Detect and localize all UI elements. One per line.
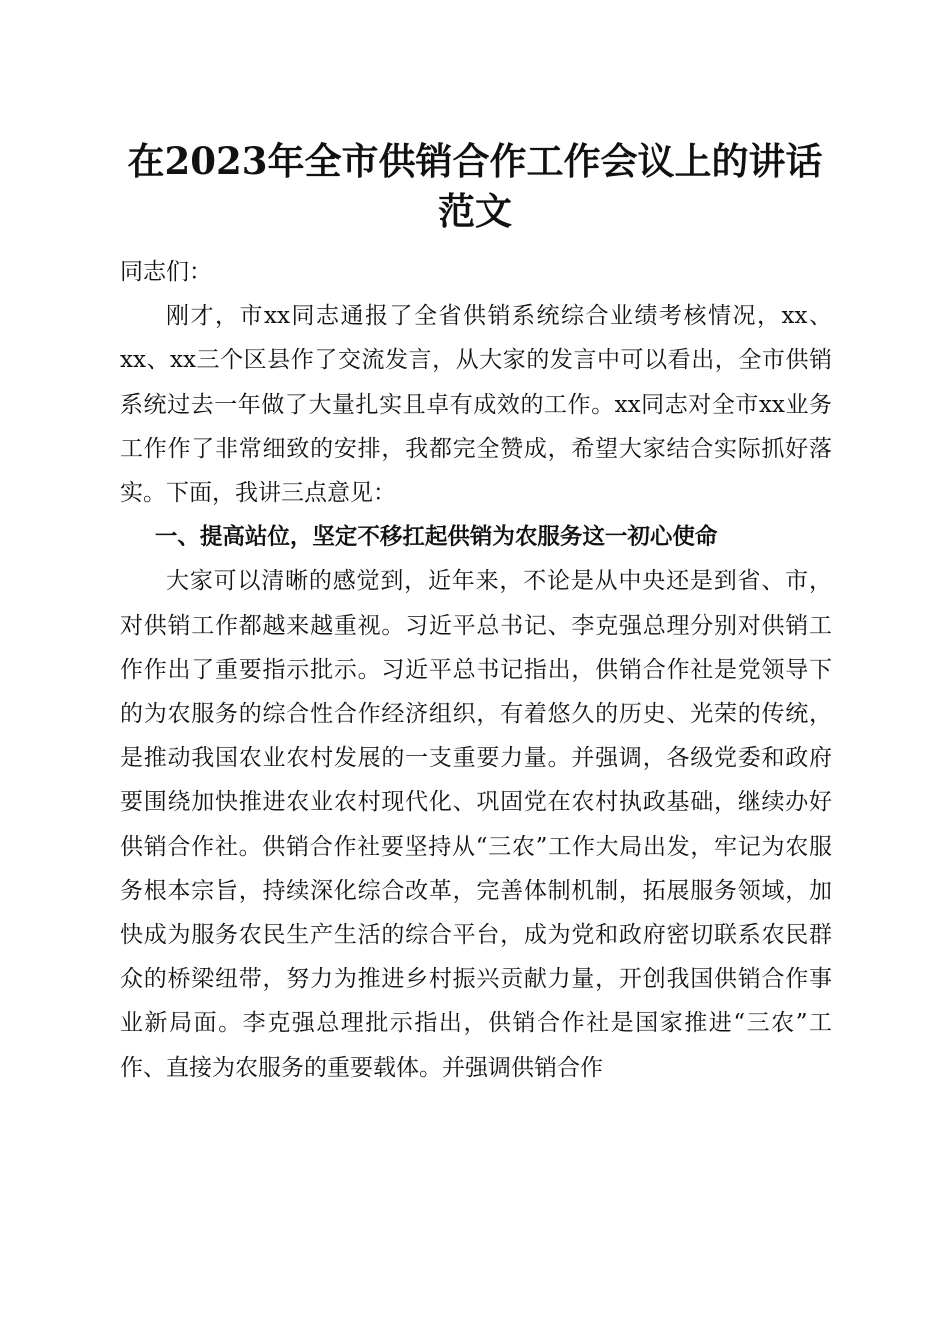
document-title: 在2023年全市供销合作工作会议上的讲话范文 xyxy=(127,139,823,233)
paragraph-section-1: 大家可以清晰的感觉到，近年来，不论是从中央还是到省、市，对供销工作都越来越重视。习近平总书记、李克强总理分别对供销工作作出了重要指示批示。习近平总书记指出，供销合作社是党领导下的为农服务的综合性合作经济组织，有着悠久的历史、光荣的传统，是推动我国农业农村发展的一支重要力量。并强调，各级党委和政府要围绕加快推进农业农村现代化、巩固党在农村执政基础，继续办好供销合作社。供销合作社要坚持从“三农”工作大局出发，牢记为农服务根本宗旨，持续深化综合改革，完善体制机制，拓展服务领域，加快成为服务农民生产生活的综合平台，成为党和政府密切联系农民群众的桥梁纽带，努力为推进乡村振兴贡献力量，开创我国供销合作事业新局面。李克强总理批示指出，供销合作社是国家推进“三农”工作、直接为农服务的重要载体。并强调供销合作 xyxy=(120,568,832,1081)
section-heading-1: 一、提高站位，坚定不移扛起供销为农服务这一初心使命 xyxy=(154,524,718,551)
document-body xyxy=(120,250,832,1090)
salutation: 同志们： xyxy=(120,259,212,285)
paragraph-opening: 刚才，市xx同志通报了全省供销系统综合业绩考核情况，xx、xx、xx三个区县作了交流发言，从大家的发言中可以看出，全市供销系统过去一年做了大量扎实且卓有成效的工作。xx同志对全市xx业务工作作了非常细致的安排，我都完全赞成，希望大家结合实际抓好落实。下面，我讲三点意见： xyxy=(120,303,832,507)
